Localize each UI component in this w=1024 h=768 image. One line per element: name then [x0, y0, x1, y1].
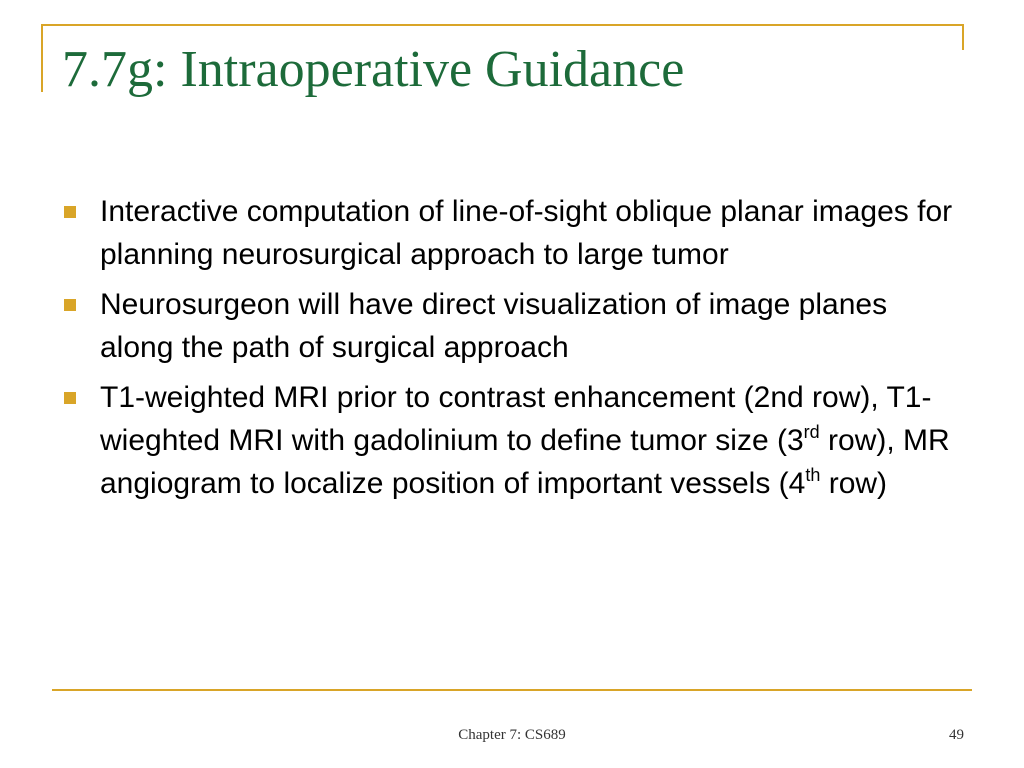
square-bullet-icon [64, 206, 76, 218]
bullet-text: T1-weighted MRI prior to contrast enhancement (2nd row), T1-wieghted MRI with gadolinium to define tumor size (3rd row), MR angiogram to localize position of important vessels (4th row) [100, 381, 950, 500]
slide-title: 7.7g: Intraoperative Guidance [62, 41, 685, 98]
footer-rule [52, 689, 972, 691]
bullet-item [62, 190, 962, 276]
frame-right-rule [962, 24, 964, 50]
superscript-th: th [805, 465, 821, 485]
square-bullet-icon [64, 299, 76, 311]
frame-top-rule [41, 24, 964, 26]
frame-left-rule [41, 24, 43, 92]
square-bullet-icon [64, 392, 76, 404]
bullet-item [62, 283, 962, 369]
footer-chapter-label: Chapter 7: CS689 [458, 727, 566, 743]
bullet-item [62, 376, 962, 505]
bullet-list [62, 190, 962, 512]
superscript-rd: rd [803, 422, 820, 442]
bullet-text: Interactive computation of line-of-sight oblique planar images for planning neurosurgical approach to large tumor [100, 195, 953, 271]
bullet-text: Neurosurgeon will have direct visualization of image planes along the path of surgical approach [100, 288, 888, 364]
page-number: 49 [949, 727, 964, 743]
